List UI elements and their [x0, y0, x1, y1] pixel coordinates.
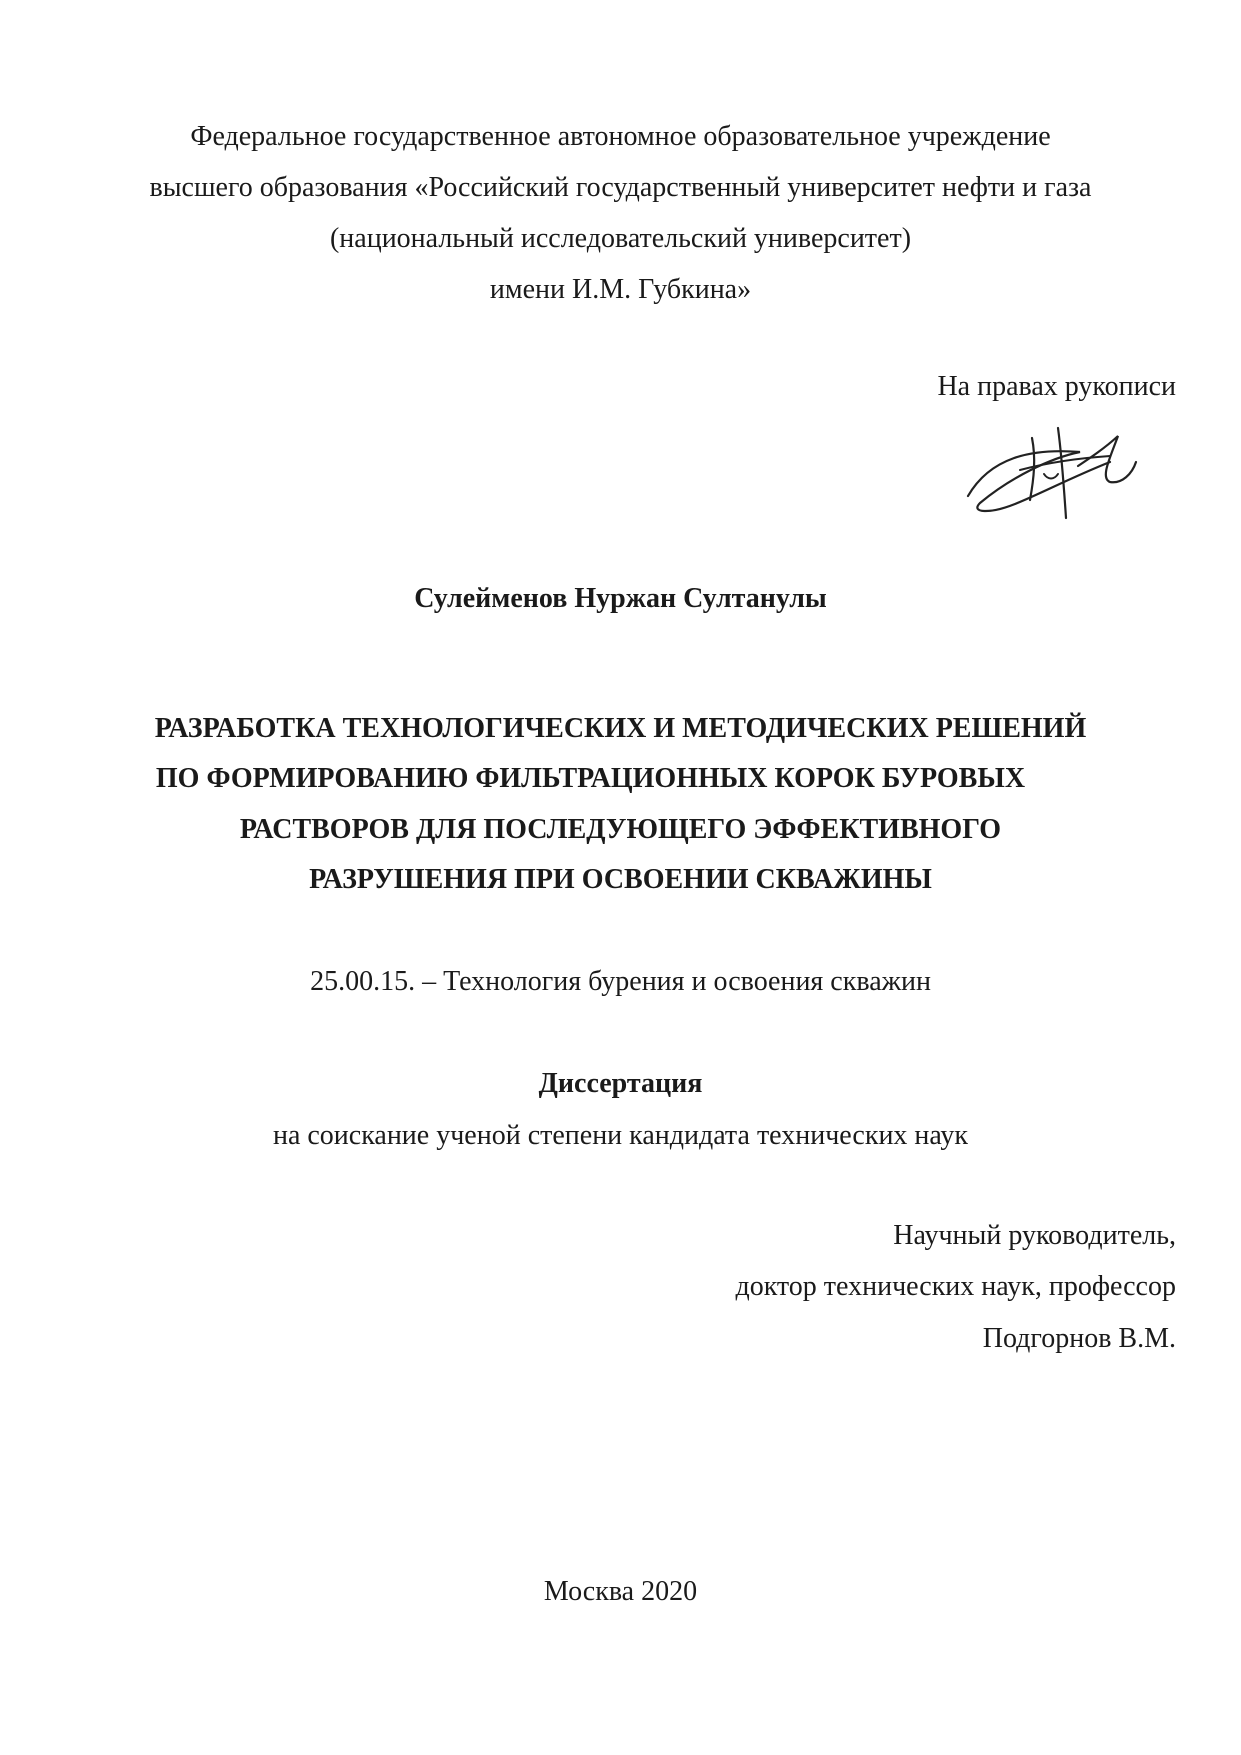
- title-line-3: РАСТВОРОВ ДЛЯ ПОСЛЕДУЮЩЕГО ЭФФЕКТИВНОГО: [239, 814, 1002, 845]
- supervisor-title: доктор технических наук, профессор: [735, 1271, 1176, 1302]
- supervisor-role: Научный руководитель,: [893, 1220, 1176, 1251]
- supervisor-name: Подгорнов В.М.: [982, 1323, 1176, 1354]
- signature-image: [960, 418, 1150, 528]
- specialty-code: 25.00.15. – Технология бурения и освоения скважин: [310, 966, 931, 997]
- document-type: Диссертация: [538, 1068, 703, 1099]
- manuscript-note: На правах рукописи: [937, 371, 1176, 402]
- institution-line-3: (национальный исследовательский университет): [329, 223, 912, 254]
- institution-line-4: имени И.М. Губкина»: [489, 274, 752, 305]
- institution-line-1: Федеральное государственное автономное образовательное учреждение: [190, 121, 1051, 152]
- degree-description: на соискание ученой степени кандидата технических наук: [272, 1120, 969, 1151]
- title-line-1: РАЗРАБОТКА ТЕХНОЛОГИЧЕСКИХ И МЕТОДИЧЕСКИХ РЕШЕНИЙ: [154, 713, 1087, 744]
- title-line-4: РАЗРУШЕНИЯ ПРИ ОСВОЕНИИ СКВАЖИНЫ: [309, 864, 932, 895]
- institution-line-2: высшего образования «Российский государственный университет нефти и газа: [149, 172, 1092, 203]
- author-name: Сулейменов Нуржан Султанулы: [414, 583, 827, 614]
- title-line-2: ПО ФОРМИРОВАНИЮ ФИЛЬТРАЦИОННЫХ КОРОК БУРОВЫХ: [155, 763, 1026, 794]
- city-year: Москва 2020: [543, 1576, 698, 1607]
